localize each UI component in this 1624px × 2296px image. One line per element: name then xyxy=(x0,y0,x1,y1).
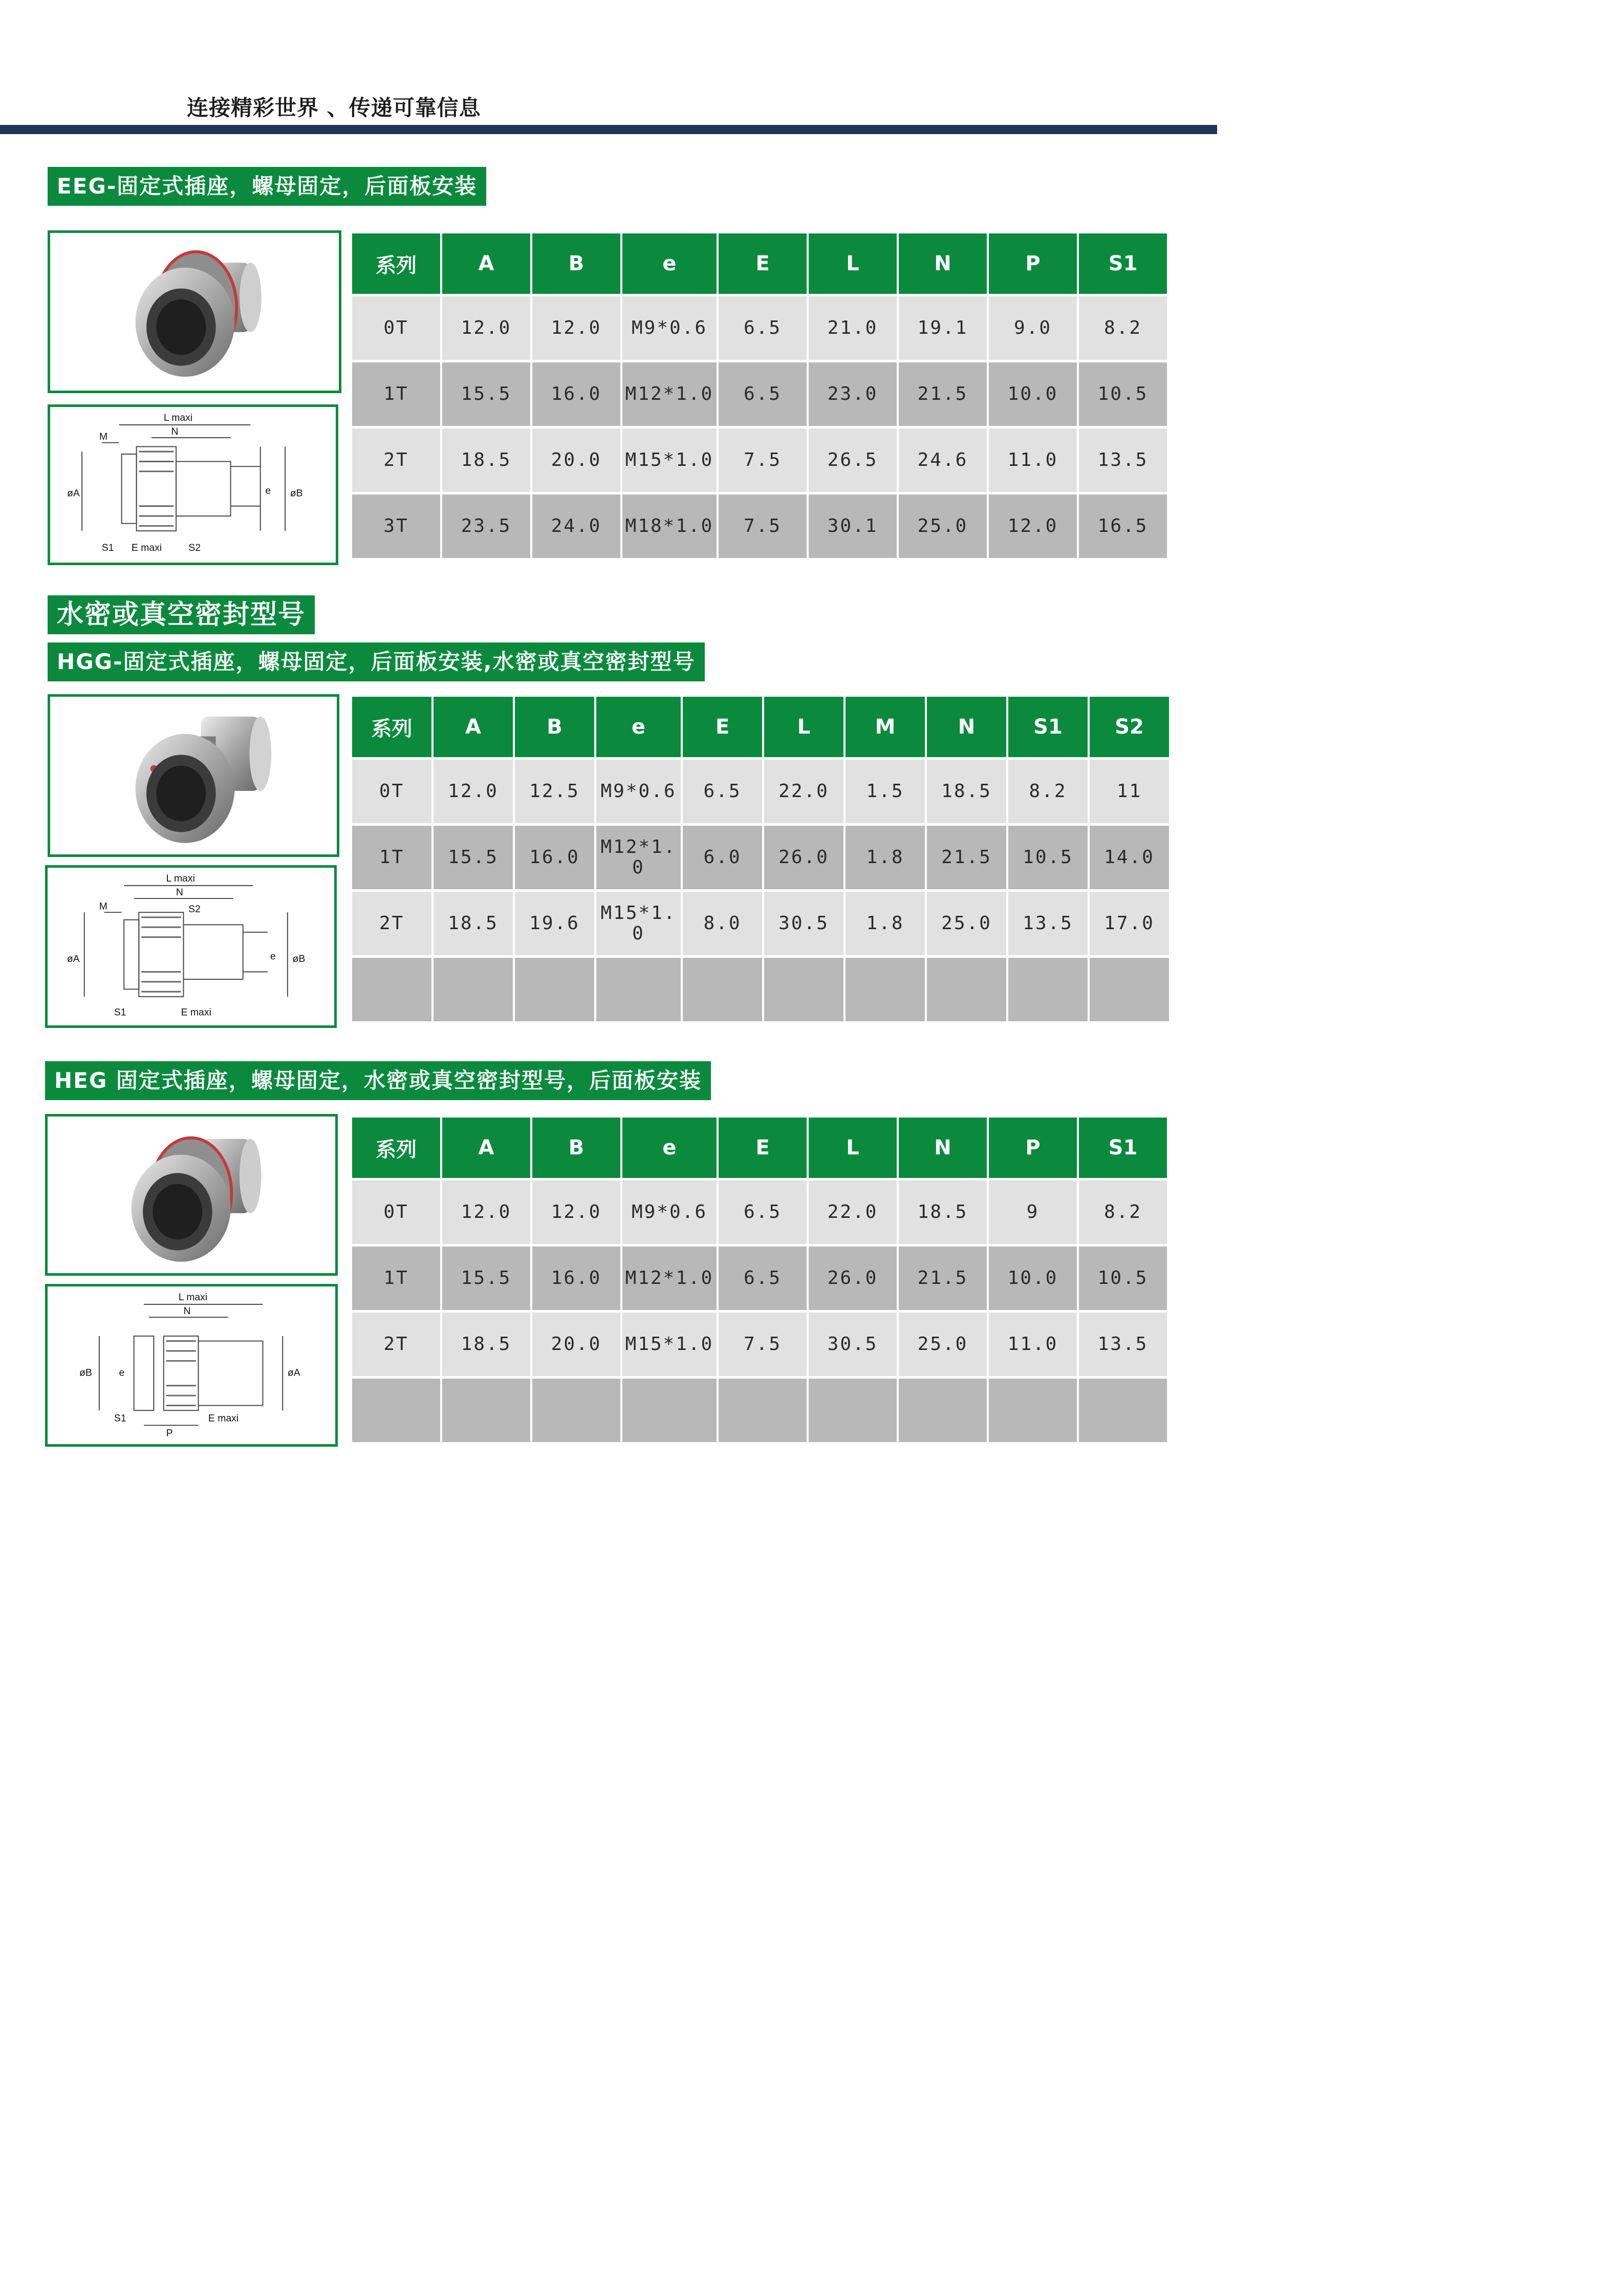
table-cell: 22.0 xyxy=(809,1181,897,1244)
table-cell: 13.5 xyxy=(1079,1313,1167,1376)
table-cell: 18.5 xyxy=(442,1313,530,1376)
table-cell xyxy=(515,958,594,1021)
table-cell xyxy=(899,1379,987,1442)
table-row xyxy=(352,1379,1167,1442)
table-cell: 11 xyxy=(1090,760,1169,823)
table-cell: 19.1 xyxy=(899,296,987,360)
section-sealed-subtitle: 水密或真空密封型号 xyxy=(48,595,315,634)
table-cell: 18.5 xyxy=(434,892,513,955)
table-cell: 7.5 xyxy=(719,428,807,492)
dim-label-l: L maxi xyxy=(178,1292,208,1303)
table-cell xyxy=(683,958,762,1021)
table-cell: 6.5 xyxy=(683,760,762,823)
table-cell: 8.2 xyxy=(1079,296,1167,360)
table-cell: 6.5 xyxy=(719,362,807,426)
table-cell: 26.0 xyxy=(764,826,843,889)
table-cell: M9*0.6 xyxy=(622,1181,717,1244)
section-hgg-title: HGG-固定式插座，螺母固定，后面板安装,水密或真空密封型号 xyxy=(48,642,705,681)
table-row xyxy=(352,826,1169,889)
table-cell: 9 xyxy=(989,1181,1077,1244)
table-cell: 8.2 xyxy=(1079,1181,1167,1244)
table-cell: 18.5 xyxy=(899,1181,987,1244)
table-cell xyxy=(352,1379,440,1442)
table-cell: 12.0 xyxy=(532,1181,620,1244)
table-cell: 30.5 xyxy=(809,1313,897,1376)
table-cell: M18*1.0 xyxy=(622,495,717,558)
table-header-row xyxy=(352,697,1169,757)
table-cell: 26.5 xyxy=(809,428,897,492)
connector-photo-icon xyxy=(50,233,339,391)
dim-label-e: e xyxy=(265,485,271,497)
dim-label-emax: E maxi xyxy=(208,1412,239,1424)
table-cell: 8.0 xyxy=(683,892,762,955)
table-cell: 1T xyxy=(352,362,440,426)
dim-label-a: øA xyxy=(287,1367,300,1379)
table-cell: 15.5 xyxy=(442,1247,530,1310)
table-row xyxy=(352,1181,1167,1244)
col-header: e xyxy=(622,233,717,294)
eeg-technical-drawing xyxy=(48,404,338,565)
table-cell: 7.5 xyxy=(719,1313,807,1376)
table-cell: 12.5 xyxy=(515,760,594,823)
col-header: S2 xyxy=(1090,697,1169,757)
table-cell: 12.0 xyxy=(532,296,620,360)
table-cell: M12*1.0 xyxy=(622,362,717,426)
table-cell: 6.5 xyxy=(719,296,807,360)
table-row xyxy=(352,428,1167,492)
table-cell: 23.5 xyxy=(442,495,530,558)
table-cell: 2T xyxy=(352,428,440,492)
table-cell xyxy=(809,1379,897,1442)
table-cell: 6.5 xyxy=(719,1181,807,1244)
table-cell xyxy=(1079,1379,1167,1442)
table-row xyxy=(352,495,1167,558)
col-header: L xyxy=(809,1118,897,1178)
table-cell: 12.0 xyxy=(434,760,513,823)
table-cell: M9*0.6 xyxy=(596,760,681,823)
col-header: P xyxy=(989,1118,1077,1178)
col-header: S1 xyxy=(1079,1118,1167,1178)
table-cell: 1T xyxy=(352,826,431,889)
dim-label-s1: S1 xyxy=(101,542,114,553)
dim-label-l: L maxi xyxy=(166,873,195,885)
table-cell xyxy=(764,958,843,1021)
table-cell: 16.0 xyxy=(532,1247,620,1310)
col-header: A xyxy=(434,697,513,757)
hgg-spec-table xyxy=(350,694,1171,1024)
col-header: A xyxy=(442,233,530,294)
table-cell: 21.5 xyxy=(927,826,1006,889)
col-header: S1 xyxy=(1079,233,1167,294)
col-header: 系列 xyxy=(352,233,440,294)
dim-label-b: øB xyxy=(79,1367,92,1379)
table-cell xyxy=(442,1379,530,1442)
col-header: N xyxy=(899,1118,987,1178)
table-row xyxy=(352,760,1169,823)
dim-label-l: L maxi xyxy=(163,412,193,424)
table-header-row xyxy=(352,1118,1167,1178)
table-row xyxy=(352,958,1169,1021)
col-header: P xyxy=(989,233,1077,294)
table-cell: 10.5 xyxy=(1008,826,1088,889)
table-cell: 24.0 xyxy=(532,495,620,558)
table-cell: 17.0 xyxy=(1090,892,1169,955)
table-cell: 14.0 xyxy=(1090,826,1169,889)
dim-label-s2: S2 xyxy=(188,542,201,553)
table-cell: 13.5 xyxy=(1008,892,1088,955)
dim-label-p: P xyxy=(166,1427,173,1439)
col-header: N xyxy=(927,697,1006,757)
dim-label-a: øA xyxy=(67,953,80,965)
dim-label-b: øB xyxy=(290,487,303,499)
col-header: A xyxy=(442,1118,530,1178)
table-cell xyxy=(719,1379,807,1442)
dim-label-s1: S1 xyxy=(114,1412,126,1424)
table-cell: 16.0 xyxy=(515,826,594,889)
col-header: S1 xyxy=(1008,697,1088,757)
col-header: B xyxy=(532,233,620,294)
table-cell xyxy=(532,1379,620,1442)
col-header: E xyxy=(683,697,762,757)
table-cell: 3T xyxy=(352,495,440,558)
table-cell: 24.6 xyxy=(899,428,987,492)
table-row xyxy=(352,296,1167,360)
table-cell: 1T xyxy=(352,1247,440,1310)
table-cell: 6.5 xyxy=(719,1247,807,1310)
table-cell: 20.0 xyxy=(532,428,620,492)
table-row xyxy=(352,892,1169,955)
col-header: 系列 xyxy=(352,1118,440,1178)
table-cell: 16.0 xyxy=(532,362,620,426)
table-cell: 12.0 xyxy=(442,1181,530,1244)
table-cell: 18.5 xyxy=(927,760,1006,823)
table-cell: M12*1.0 xyxy=(622,1247,717,1310)
table-cell: 1.8 xyxy=(846,826,925,889)
dim-label-n: N xyxy=(171,426,179,438)
table-row xyxy=(352,362,1167,426)
hgg-technical-drawing xyxy=(45,865,337,1028)
dim-label-m: M xyxy=(99,900,107,912)
table-cell: 25.0 xyxy=(899,495,987,558)
table-cell xyxy=(1008,958,1088,1021)
table-cell: 0T xyxy=(352,296,440,360)
table-cell xyxy=(927,958,1006,1021)
table-cell: 2T xyxy=(352,1313,440,1376)
table-header-row xyxy=(352,233,1167,294)
table-cell: M15*1.0 xyxy=(622,428,717,492)
table-cell: 10.0 xyxy=(989,1247,1077,1310)
table-cell: 21.5 xyxy=(899,362,987,426)
table-row xyxy=(352,1247,1167,1310)
table-cell: 0T xyxy=(352,760,431,823)
header-bar xyxy=(0,125,1217,134)
table-cell: 2T xyxy=(352,892,431,955)
table-cell: 1.5 xyxy=(846,760,925,823)
dim-label-n: N xyxy=(176,887,183,898)
table-cell: 13.5 xyxy=(1079,428,1167,492)
table-cell: 21.5 xyxy=(899,1247,987,1310)
dim-label-emax: E maxi xyxy=(181,1006,211,1018)
table-cell: M12*1.0 xyxy=(596,826,681,889)
table-cell: 21.0 xyxy=(809,296,897,360)
table-cell: 6.0 xyxy=(683,826,762,889)
table-cell: 10.0 xyxy=(989,362,1077,426)
col-header: 系列 xyxy=(352,697,431,757)
table-cell: 30.1 xyxy=(809,495,897,558)
table-cell: 10.5 xyxy=(1079,1247,1167,1310)
table-row xyxy=(352,1313,1167,1376)
col-header: B xyxy=(515,697,594,757)
table-cell: 11.0 xyxy=(989,1313,1077,1376)
table-cell xyxy=(622,1379,717,1442)
table-cell xyxy=(434,958,513,1021)
table-cell: 25.0 xyxy=(899,1313,987,1376)
col-header: e xyxy=(596,697,681,757)
table-cell: 15.5 xyxy=(442,362,530,426)
heg-product-photo xyxy=(45,1114,338,1276)
section-heg-title: HEG 固定式插座，螺母固定，水密或真空密封型号，后面板安装 xyxy=(45,1061,711,1100)
table-cell: 25.0 xyxy=(927,892,1006,955)
table-cell: M15*1.0 xyxy=(622,1313,717,1376)
connector-photo-icon xyxy=(48,1117,335,1273)
table-cell: 22.0 xyxy=(764,760,843,823)
heg-technical-drawing xyxy=(45,1284,338,1447)
table-cell: 12.0 xyxy=(989,495,1077,558)
table-cell xyxy=(1090,958,1169,1021)
dim-label-a: øA xyxy=(67,487,80,499)
table-cell: 30.5 xyxy=(764,892,843,955)
table-cell: 20.0 xyxy=(532,1313,620,1376)
page-tagline: 连接精彩世界 、传递可靠信息 xyxy=(187,95,481,120)
heg-spec-table xyxy=(350,1115,1169,1445)
table-cell: 12.0 xyxy=(442,296,530,360)
table-cell: 19.6 xyxy=(515,892,594,955)
section-eeg-title: EEG-固定式插座，螺母固定，后面板安装 xyxy=(48,167,486,206)
dim-label-b: øB xyxy=(292,953,306,965)
eeg-spec-table xyxy=(350,231,1169,561)
table-cell xyxy=(989,1379,1077,1442)
table-cell: 7.5 xyxy=(719,495,807,558)
col-header: E xyxy=(719,233,807,294)
table-cell xyxy=(846,958,925,1021)
table-cell xyxy=(352,958,431,1021)
table-cell: 11.0 xyxy=(989,428,1077,492)
col-header: E xyxy=(719,1118,807,1178)
dim-label-emax: E maxi xyxy=(131,542,162,553)
col-header: L xyxy=(809,233,897,294)
dim-label-n: N xyxy=(183,1305,191,1317)
col-header: e xyxy=(622,1118,717,1178)
table-cell: 1.8 xyxy=(846,892,925,955)
hgg-product-photo xyxy=(48,694,339,857)
col-header: B xyxy=(532,1118,620,1178)
dim-label-m: M xyxy=(99,431,108,442)
dim-label-s2: S2 xyxy=(188,904,201,915)
col-header: N xyxy=(899,233,987,294)
table-cell: M15*1.0 xyxy=(596,892,681,955)
table-cell: 0T xyxy=(352,1181,440,1244)
dim-label-e: e xyxy=(119,1367,125,1379)
eeg-product-photo xyxy=(48,230,341,393)
col-header: M xyxy=(846,697,925,757)
table-cell: 8.2 xyxy=(1008,760,1088,823)
table-cell: 23.0 xyxy=(809,362,897,426)
table-cell: 26.0 xyxy=(809,1247,897,1310)
table-cell: 16.5 xyxy=(1079,495,1167,558)
dim-label-e: e xyxy=(270,951,276,962)
table-cell: 15.5 xyxy=(434,826,513,889)
table-cell xyxy=(596,958,681,1021)
table-cell: 18.5 xyxy=(442,428,530,492)
dim-label-s1: S1 xyxy=(114,1006,126,1018)
table-cell: 10.5 xyxy=(1079,362,1167,426)
col-header: L xyxy=(764,697,843,757)
connector-photo-icon xyxy=(50,697,337,854)
table-cell: M9*0.6 xyxy=(622,296,717,360)
table-cell: 9.0 xyxy=(989,296,1077,360)
